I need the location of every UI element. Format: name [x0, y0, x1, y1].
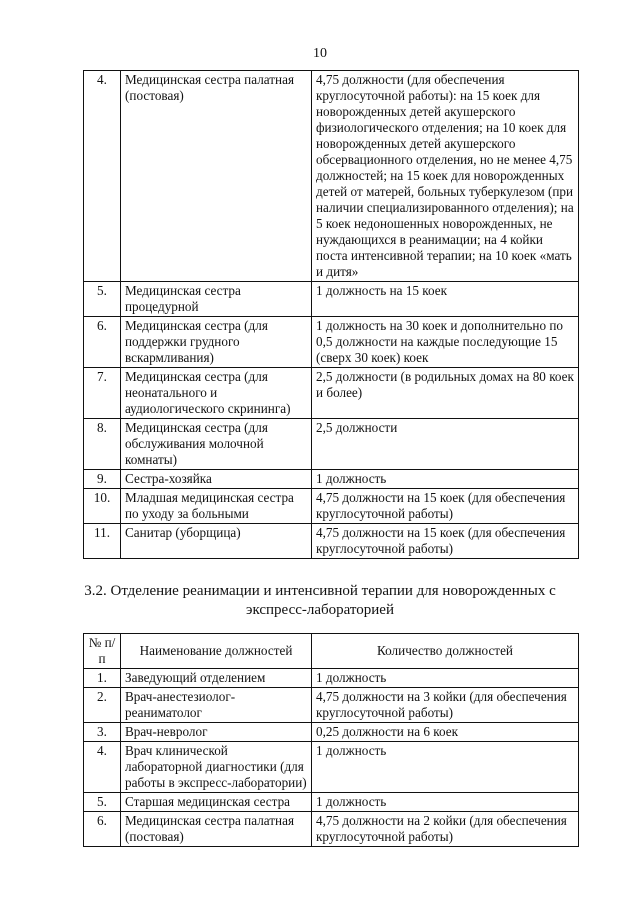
position-amount: 1 должность на 30 коек и дополнительно по 0,5 должности на каждые последующие 15 (сверх 30 коек) коек	[312, 317, 579, 368]
section-heading-line-1: 3.2. Отделение реанимации и интенсивной терапии для новорожденных с	[84, 583, 556, 599]
table-row	[84, 282, 579, 317]
header-title: Наименование должностей	[121, 634, 312, 669]
position-title: Врач-невролог	[121, 723, 312, 742]
table-row	[84, 317, 579, 368]
row-number: 11.	[84, 524, 121, 559]
row-number: 4.	[84, 742, 121, 793]
position-title: Врач клинической лабораторной диагностики (для работы в экспресс-лаборатории)	[121, 742, 312, 793]
table-row	[84, 368, 579, 419]
table-row	[84, 812, 579, 847]
table-row	[84, 669, 579, 688]
table-row	[84, 71, 579, 282]
row-number: 2.	[84, 688, 121, 723]
position-amount: 2,5 должности	[312, 419, 579, 470]
table-row	[84, 742, 579, 793]
position-amount: 4,75 должности на 15 коек (для обеспечения круглосуточной работы)	[312, 524, 579, 559]
table-row	[84, 688, 579, 723]
position-title: Старшая медицинская сестра	[121, 793, 312, 812]
staffing-table-icu	[83, 633, 579, 847]
row-number: 10.	[84, 489, 121, 524]
row-number: 4.	[84, 71, 121, 282]
page-number: 10	[313, 46, 327, 61]
position-title: Медицинская сестра палатная (постовая)	[121, 812, 312, 847]
position-title: Врач-анестезиолог-реаниматолог	[121, 688, 312, 723]
position-amount: 0,25 должности на 6 коек	[312, 723, 579, 742]
position-title: Санитар (уборщица)	[121, 524, 312, 559]
header-amount: Количество должностей	[312, 634, 579, 669]
position-title: Сестра-хозяйка	[121, 470, 312, 489]
row-number: 1.	[84, 669, 121, 688]
position-title: Медицинская сестра (для неонатального и аудиологического скрининга)	[121, 368, 312, 419]
position-amount: 1 должность	[312, 793, 579, 812]
position-title: Младшая медицинская сестра по уходу за больными	[121, 489, 312, 524]
table-row	[84, 470, 579, 489]
header-num: № п/п	[84, 634, 121, 669]
position-amount: 2,5 должности (в родильных домах на 80 коек и более)	[312, 368, 579, 419]
section-heading	[0, 582, 640, 620]
position-amount: 1 должность	[312, 470, 579, 489]
position-title: Заведующий отделением	[121, 669, 312, 688]
row-number: 6.	[84, 317, 121, 368]
position-title: Медицинская сестра процедурной	[121, 282, 312, 317]
table-row	[84, 723, 579, 742]
position-title: Медицинская сестра (для обслуживания молочной комнаты)	[121, 419, 312, 470]
position-amount: 1 должность	[312, 742, 579, 793]
position-amount: 1 должность на 15 коек	[312, 282, 579, 317]
position-title: Медицинская сестра палатная (постовая)	[121, 71, 312, 282]
row-number: 3.	[84, 723, 121, 742]
table-row	[84, 793, 579, 812]
row-number: 6.	[84, 812, 121, 847]
row-number: 7.	[84, 368, 121, 419]
table-row	[84, 524, 579, 559]
staffing-table-continued	[83, 70, 579, 559]
position-title: Медицинская сестра (для поддержки грудного вскармливания)	[121, 317, 312, 368]
position-amount: 1 должность	[312, 669, 579, 688]
position-amount: 4,75 должности на 3 койки (для обеспечения круглосуточной работы)	[312, 688, 579, 723]
table-header-row	[84, 634, 579, 669]
row-number: 9.	[84, 470, 121, 489]
position-amount: 4,75 должности на 2 койки (для обеспечения круглосуточной работы)	[312, 812, 579, 847]
section-heading-line-2: экспресс-лабораторией	[246, 602, 394, 618]
table-row	[84, 419, 579, 470]
row-number: 5.	[84, 793, 121, 812]
position-amount: 4,75 должности (для обеспечения круглосуточной работы): на 15 коек для новорожденных детей акушерского физиологического отделения; на 10 коек для новорожденных детей акушерского обсервационного отделения, но не менее 4,75 должностей; на 15 коек для новорожденных детей от матерей, больных туберкулезом (при наличии специализированного отделения); на 5 коек недоношенных новорожденных, не нуждающихся в реанимации; на 4 койки поста интенсивной терапии; на 10 коек «мать и дитя»	[312, 71, 579, 282]
position-amount: 4,75 должности на 15 коек (для обеспечения круглосуточной работы)	[312, 489, 579, 524]
row-number: 5.	[84, 282, 121, 317]
row-number: 8.	[84, 419, 121, 470]
table-row	[84, 489, 579, 524]
